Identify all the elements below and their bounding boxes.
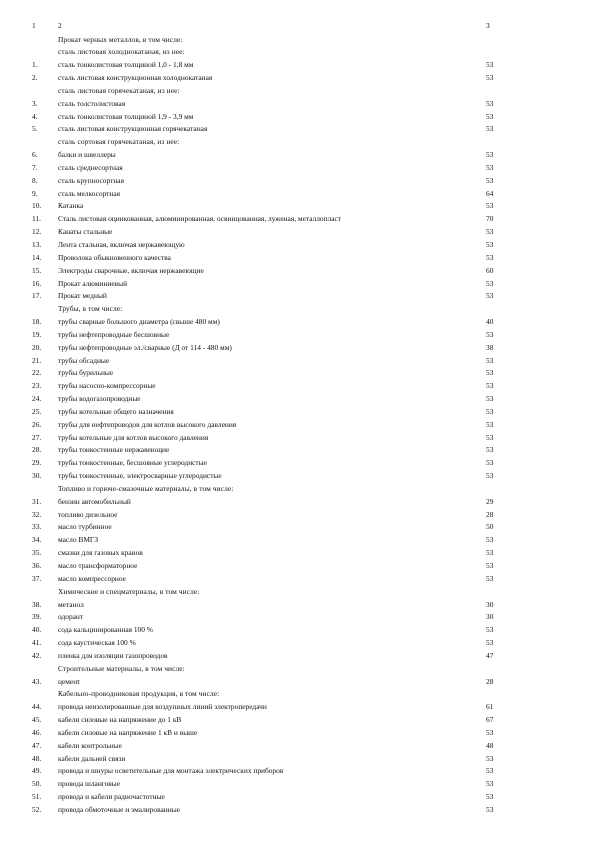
- item-name: сталь тонколистовая толщиной 1,9 - 3,9 мм: [58, 111, 194, 121]
- item-value: 53: [486, 98, 494, 108]
- item-value: 53: [486, 60, 494, 70]
- row-number: 30.: [32, 471, 42, 481]
- item-value: 53: [486, 175, 494, 185]
- table-row: [0, 778, 595, 790]
- section-heading-row: [0, 34, 595, 46]
- table-row: [0, 162, 595, 174]
- item-name: сталь мелкосортная: [58, 188, 121, 198]
- item-name: смазки для газовых кранов: [58, 548, 143, 558]
- table-row: [0, 72, 595, 84]
- row-number: 38.: [32, 599, 42, 609]
- row-number: 3.: [32, 98, 38, 108]
- item-name: кабели контрольные: [58, 740, 122, 750]
- item-value: 53: [486, 394, 494, 403]
- table-row: [0, 624, 595, 636]
- item-name: масло компрессорное: [58, 573, 126, 583]
- item-value: 29: [486, 496, 494, 506]
- row-number: 7.: [32, 162, 38, 172]
- row-number: 16.: [32, 278, 42, 288]
- item-value: 30: [486, 599, 494, 609]
- item-name: Сталь листовая оцинкованная, алюминированная, освинцованная, луженая, металлопласт: [58, 214, 342, 224]
- row-number: 17.: [32, 291, 42, 301]
- row-number: 20.: [32, 342, 42, 352]
- item-value: 53: [486, 445, 494, 455]
- column-name-header: 2: [58, 21, 62, 30]
- row-number: 36.: [32, 560, 42, 570]
- table-row: [0, 753, 595, 765]
- table-row: [0, 534, 595, 546]
- item-name: балки и швеллеры: [58, 150, 116, 160]
- row-number: 41.: [32, 638, 42, 647]
- section-heading-row: [0, 663, 595, 675]
- table-row: [0, 406, 595, 418]
- row-number: 35.: [32, 548, 42, 558]
- row-number: 13.: [32, 239, 42, 249]
- row-number: 23.: [32, 381, 42, 391]
- section-heading-row: [0, 483, 595, 495]
- item-value: 53: [486, 201, 494, 211]
- section-heading-row: [0, 85, 595, 97]
- row-number: 33.: [32, 522, 42, 532]
- row-number: 11.: [32, 214, 41, 224]
- item-value: 53: [486, 753, 494, 763]
- item-value: 53: [486, 766, 494, 776]
- table-row: [0, 701, 595, 713]
- item-value: 53: [486, 381, 494, 391]
- table-row: [0, 547, 595, 559]
- item-name: провода обмоточные и эмалированные: [58, 804, 180, 814]
- row-number: 43.: [32, 676, 42, 686]
- item-name: сталь толстолистовая: [58, 98, 126, 108]
- row-number: 24.: [32, 394, 42, 403]
- item-name: Строительные материалы, в том числе:: [58, 663, 185, 673]
- item-value: 53: [486, 792, 494, 802]
- table-row: [0, 444, 595, 456]
- table-row: [0, 676, 595, 688]
- item-value: 40: [486, 317, 494, 326]
- table-row: [0, 650, 595, 662]
- item-value: 53: [486, 239, 494, 249]
- item-name: провода и кабели радиочастотные: [58, 792, 165, 802]
- item-value: 70: [486, 214, 494, 224]
- table-row: [0, 419, 595, 431]
- item-value: 53: [486, 419, 494, 429]
- section-heading-row: [0, 46, 595, 58]
- item-name: провода и шнуры осветительные для монтажа электрических приборов: [58, 766, 284, 776]
- item-value: 53: [486, 548, 494, 558]
- item-name: трубы тонкостенные нержавеющие: [58, 445, 170, 455]
- table-row: [0, 290, 595, 302]
- row-number: 12.: [32, 227, 42, 237]
- table-row: [0, 599, 595, 611]
- item-name: бензин автомобильный: [58, 496, 131, 506]
- table-row: [0, 123, 595, 135]
- item-value: 53: [486, 252, 494, 262]
- item-name: сталь крупносортная: [58, 175, 124, 185]
- row-number: 29.: [32, 458, 42, 468]
- table-row: [0, 226, 595, 238]
- column-value-header: 3: [486, 21, 490, 30]
- item-name: пленка для изоляции газопроводов: [58, 650, 168, 660]
- section-heading-row: [0, 688, 595, 700]
- item-name: кабели силовые на напряжение до 1 кВ: [58, 715, 182, 724]
- row-number: 39.: [32, 612, 42, 622]
- item-name: сталь тонколистовая толщиной 1,0 - 1,8 мм: [58, 60, 194, 70]
- row-number: 49.: [32, 766, 42, 776]
- row-number: 44.: [32, 702, 42, 712]
- table-row: [0, 727, 595, 739]
- table-row: [0, 791, 595, 803]
- table-row: [0, 59, 595, 71]
- table-row: [0, 457, 595, 469]
- table-row: [0, 637, 595, 649]
- item-name: сталь листовая конструкционная холоднокатаная: [58, 73, 213, 82]
- item-name: Топливо и горюче-смазочные материалы, в том числе:: [58, 483, 234, 493]
- item-name: трубы насосно-компрессорные: [58, 381, 156, 391]
- table-row: [0, 470, 595, 482]
- table-row: [0, 188, 595, 200]
- item-value: 53: [486, 124, 494, 134]
- table-row: [0, 432, 595, 444]
- table-row: [0, 278, 595, 290]
- table-row: [0, 149, 595, 161]
- item-value: 53: [486, 779, 494, 789]
- row-number: 26.: [32, 419, 42, 429]
- table-row: [0, 98, 595, 110]
- item-name: Трубы, в том числе:: [58, 304, 123, 314]
- item-name: трубы нефтепроводные бесшовные: [58, 329, 170, 339]
- item-value: 53: [486, 73, 494, 82]
- item-name: сталь среднесортная: [58, 162, 123, 172]
- item-value: 48: [486, 740, 494, 750]
- table-row: [0, 213, 595, 225]
- item-name: трубы обсадные: [58, 355, 110, 365]
- row-number: 32.: [32, 509, 42, 519]
- item-value: 53: [486, 638, 494, 647]
- item-value: 38: [486, 342, 494, 352]
- item-value: 53: [486, 535, 494, 545]
- item-name: Проволока обыкновенного качества: [58, 252, 171, 262]
- row-number: 52.: [32, 804, 42, 814]
- item-name: трубы для нефтепроводов для котлов высокого давления: [58, 419, 237, 429]
- item-name: трубы тонкостенные, электросварные углеродистые: [58, 471, 222, 481]
- row-number: 51.: [32, 792, 42, 802]
- item-name: провода шланговые: [58, 779, 121, 789]
- item-value: 53: [486, 406, 494, 416]
- item-name: одорант: [58, 612, 84, 622]
- row-number: 22.: [32, 368, 42, 378]
- row-number: 40.: [32, 625, 42, 635]
- item-name: трубы водогазопроводные: [58, 394, 141, 403]
- table-row: [0, 740, 595, 752]
- item-value: 53: [486, 727, 494, 737]
- item-value: 47: [486, 650, 494, 660]
- row-number: 42.: [32, 650, 42, 660]
- item-value: 61: [486, 702, 494, 712]
- item-name: Кабельно-проводниковая продукция, в том числе:: [58, 689, 220, 699]
- item-name: сталь листовая холоднокатаная, из нее:: [58, 47, 185, 57]
- item-name: сталь листовая конструкционная горячекатаная: [58, 124, 208, 134]
- item-name: Канаты стальные: [58, 227, 113, 237]
- item-value: 28: [486, 509, 494, 519]
- row-number: 31.: [32, 496, 42, 506]
- table-row: [0, 355, 595, 367]
- item-name: Катанка: [58, 201, 84, 211]
- table-row: [0, 316, 595, 328]
- item-value: 53: [486, 162, 494, 172]
- item-name: сода каустическая 100 %: [58, 638, 136, 647]
- table-row: [0, 521, 595, 533]
- row-number: 2.: [32, 73, 38, 82]
- item-value: 53: [486, 368, 494, 378]
- item-name: трубы котельные общего назначения: [58, 406, 174, 416]
- table-row: [0, 111, 595, 123]
- table-row: [0, 265, 595, 277]
- table-row: [0, 342, 595, 354]
- item-name: трубы тонкостенные, бесшовные углеродистые: [58, 458, 207, 468]
- section-heading-row: [0, 586, 595, 598]
- column-header-row: [0, 20, 595, 32]
- row-number: 4.: [32, 111, 38, 121]
- item-name: Химические и спецматериалы, в том числе:: [58, 586, 200, 596]
- item-value: 28: [486, 676, 494, 686]
- table-row: [0, 329, 595, 341]
- row-number: 5.: [32, 124, 38, 134]
- row-number: 21.: [32, 355, 42, 365]
- row-number: 18.: [32, 317, 42, 326]
- item-value: 53: [486, 355, 494, 365]
- table-row: [0, 804, 595, 816]
- item-name: провода неизолированные для воздушных линий электропередачи: [58, 702, 267, 712]
- item-value: 50: [486, 522, 494, 532]
- row-number: 8.: [32, 175, 38, 185]
- row-number: 27.: [32, 432, 42, 442]
- row-number: 10.: [32, 201, 42, 211]
- table-row: [0, 509, 595, 521]
- row-number: 37.: [32, 573, 42, 583]
- item-value: 53: [486, 560, 494, 570]
- row-number: 1.: [32, 60, 38, 70]
- table-row: [0, 367, 595, 379]
- item-value: 53: [486, 111, 494, 121]
- item-value: 53: [486, 804, 494, 814]
- item-value: 53: [486, 458, 494, 468]
- item-value: 53: [486, 291, 494, 301]
- item-value: 53: [486, 329, 494, 339]
- table-row: [0, 393, 595, 405]
- section-heading-row: [0, 303, 595, 315]
- row-number: 9.: [32, 188, 38, 198]
- item-value: 67: [486, 715, 494, 724]
- item-name: Прокат алюминиевый: [58, 278, 128, 288]
- item-name: Лента стальная, включая нержавеющую: [58, 239, 185, 249]
- row-number: 45.: [32, 715, 42, 724]
- item-value: 60: [486, 265, 494, 275]
- item-name: кабели силовые на напряжение 1 кВ и выше: [58, 727, 198, 737]
- row-number: 15.: [32, 265, 42, 275]
- table-row: [0, 380, 595, 392]
- row-number: 14.: [32, 252, 42, 262]
- item-name: сталь листовая горячекатаная, из нее:: [58, 85, 180, 95]
- section-heading-row: [0, 136, 595, 148]
- item-name: метанол: [58, 599, 84, 609]
- item-value: 53: [486, 471, 494, 481]
- table-row: [0, 496, 595, 508]
- item-value: 53: [486, 625, 494, 635]
- item-value: 53: [486, 150, 494, 160]
- row-number: 6.: [32, 150, 38, 160]
- item-name: сода кальцинированная 100 %: [58, 625, 153, 635]
- item-name: трубы бурильные: [58, 368, 114, 378]
- row-number: 48.: [32, 753, 42, 763]
- table-row: [0, 714, 595, 726]
- table-row: [0, 175, 595, 187]
- item-name: Электроды сварочные, включая нержавеющие: [58, 265, 204, 275]
- item-name: масло ВМГЗ: [58, 535, 99, 545]
- table-row: [0, 239, 595, 251]
- row-number: 47.: [32, 740, 42, 750]
- item-value: 30: [486, 612, 494, 622]
- item-name: сталь сортовая горячекатаная, из нее:: [58, 137, 180, 147]
- item-value: 53: [486, 278, 494, 288]
- row-number: 46.: [32, 727, 42, 737]
- item-name: трубы сварные большого диаметра (свыше 480 мм): [58, 317, 220, 326]
- table-row: [0, 200, 595, 212]
- item-name: топливо дизельное: [58, 509, 118, 519]
- row-number: 28.: [32, 445, 42, 455]
- table-row: [0, 573, 595, 585]
- item-value: 53: [486, 227, 494, 237]
- table-row: [0, 765, 595, 777]
- table-row: [0, 252, 595, 264]
- item-name: цемент: [58, 676, 81, 686]
- column-number-header: 1: [32, 21, 36, 30]
- item-name: трубы нефтепроводные эл./сварные (Д от 114 - 480 мм): [58, 342, 232, 352]
- table-row: [0, 611, 595, 623]
- row-number: 25.: [32, 406, 42, 416]
- item-name: Прокат черных металлов, в том числе:: [58, 34, 183, 44]
- item-name: Прокат медный: [58, 291, 107, 301]
- row-number: 34.: [32, 535, 42, 545]
- item-name: трубы котельные для котлов высокого давления: [58, 432, 209, 442]
- item-value: 53: [486, 432, 494, 442]
- item-name: масло турбинное: [58, 522, 112, 532]
- item-name: кабели дальней связи: [58, 753, 126, 763]
- table-row: [0, 560, 595, 572]
- row-number: 50.: [32, 779, 42, 789]
- item-value: 53: [486, 573, 494, 583]
- row-number: 19.: [32, 329, 42, 339]
- item-value: 64: [486, 188, 494, 198]
- item-name: масло трансформаторное: [58, 560, 138, 570]
